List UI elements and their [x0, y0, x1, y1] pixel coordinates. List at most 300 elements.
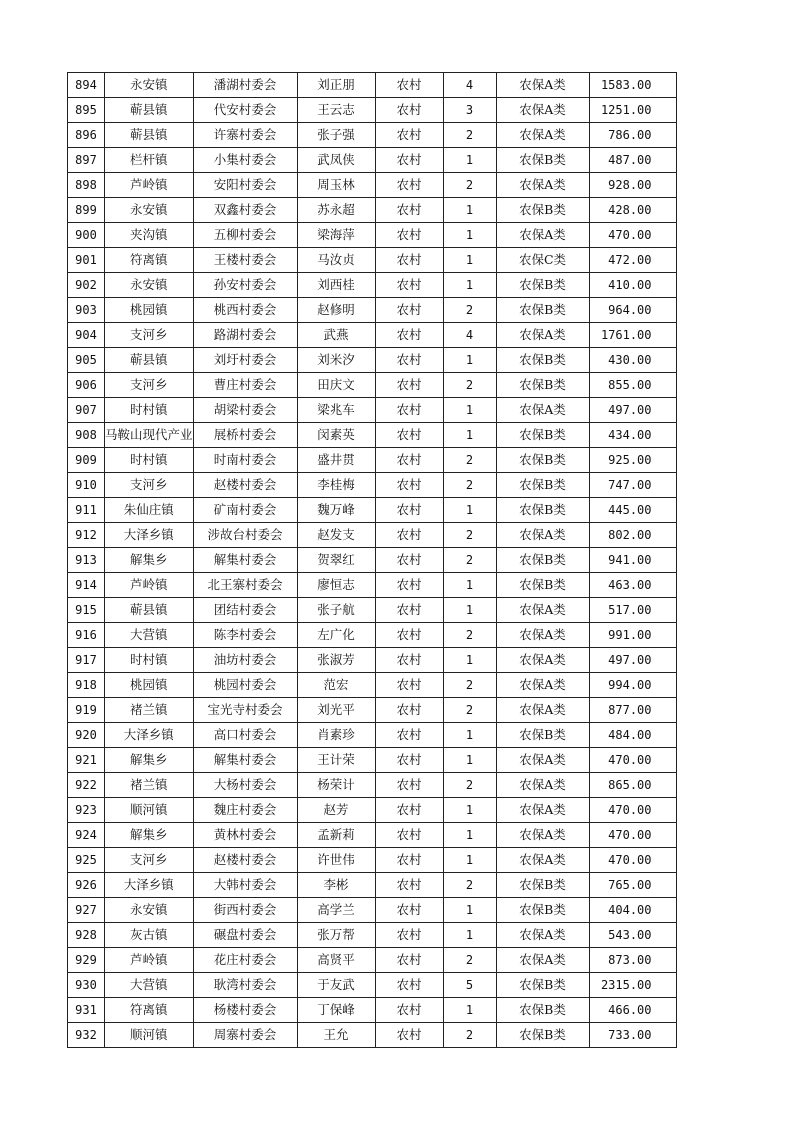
name-cell: 周玉林: [297, 173, 375, 198]
row-number: 931: [68, 998, 105, 1023]
household-count-cell: 1: [443, 398, 496, 423]
row-number: 916: [68, 623, 105, 648]
insurance-category-cell: 农保B类: [496, 273, 589, 298]
insurance-category-cell: 农保A类: [496, 173, 589, 198]
name-cell: 刘光平: [297, 698, 375, 723]
village-committee-cell: 许寨村委会: [193, 123, 297, 148]
name-cell: 赵芳: [297, 798, 375, 823]
row-number: 911: [68, 498, 105, 523]
area-type-cell: 农村: [375, 898, 443, 923]
amount-cell: 925.00: [589, 448, 676, 473]
insurance-category-cell: 农保B类: [496, 473, 589, 498]
name-cell: 高贤平: [297, 948, 375, 973]
amount-cell: 2315.00: [589, 973, 676, 998]
village-committee-cell: 宝光寺村委会: [193, 698, 297, 723]
town-cell: 桃园镇: [105, 673, 194, 698]
town-cell: 支河乡: [105, 323, 194, 348]
town-cell: 芦岭镇: [105, 948, 194, 973]
beneficiary-table: [67, 72, 677, 1048]
area-type-cell: 农村: [375, 223, 443, 248]
insurance-category-cell: 农保B类: [496, 498, 589, 523]
row-number: 896: [68, 123, 105, 148]
table-row: [68, 998, 677, 1023]
table-row: [68, 198, 677, 223]
village-committee-cell: 矿南村委会: [193, 498, 297, 523]
area-type-cell: 农村: [375, 173, 443, 198]
amount-cell: 747.00: [589, 473, 676, 498]
area-type-cell: 农村: [375, 598, 443, 623]
town-cell: 大营镇: [105, 973, 194, 998]
row-number: 898: [68, 173, 105, 198]
table-row: [68, 623, 677, 648]
household-count-cell: 1: [443, 348, 496, 373]
household-count-cell: 1: [443, 823, 496, 848]
village-committee-cell: 耿湾村委会: [193, 973, 297, 998]
name-cell: 肖素珍: [297, 723, 375, 748]
town-cell: 蕲县镇: [105, 123, 194, 148]
table-row: [68, 373, 677, 398]
household-count-cell: 2: [443, 448, 496, 473]
area-type-cell: 农村: [375, 973, 443, 998]
name-cell: 丁保峰: [297, 998, 375, 1023]
insurance-category-cell: 农保B类: [496, 873, 589, 898]
household-count-cell: 1: [443, 223, 496, 248]
household-count-cell: 1: [443, 848, 496, 873]
area-type-cell: 农村: [375, 73, 443, 98]
amount-cell: 765.00: [589, 873, 676, 898]
household-count-cell: 2: [443, 298, 496, 323]
name-cell: 高学兰: [297, 898, 375, 923]
table-row: [68, 723, 677, 748]
town-cell: 永安镇: [105, 273, 194, 298]
insurance-category-cell: 农保A类: [496, 823, 589, 848]
amount-cell: 855.00: [589, 373, 676, 398]
insurance-category-cell: 农保B类: [496, 898, 589, 923]
village-committee-cell: 碾盘村委会: [193, 923, 297, 948]
insurance-category-cell: 农保B类: [496, 548, 589, 573]
household-count-cell: 2: [443, 523, 496, 548]
village-committee-cell: 街西村委会: [193, 898, 297, 923]
row-number: 928: [68, 923, 105, 948]
table-row: [68, 448, 677, 473]
area-type-cell: 农村: [375, 648, 443, 673]
table-row: [68, 173, 677, 198]
name-cell: 马汝贞: [297, 248, 375, 273]
amount-cell: 470.00: [589, 223, 676, 248]
table-row: [68, 748, 677, 773]
village-committee-cell: 北王寨村委会: [193, 573, 297, 598]
row-number: 927: [68, 898, 105, 923]
town-cell: 永安镇: [105, 898, 194, 923]
village-committee-cell: 涉故台村委会: [193, 523, 297, 548]
household-count-cell: 1: [443, 798, 496, 823]
amount-cell: 1761.00: [589, 323, 676, 348]
table-body: [68, 73, 677, 1048]
town-cell: 朱仙庄镇: [105, 498, 194, 523]
village-committee-cell: 花庄村委会: [193, 948, 297, 973]
household-count-cell: 2: [443, 1023, 496, 1048]
table-row: [68, 248, 677, 273]
amount-cell: 1251.00: [589, 98, 676, 123]
town-cell: 褚兰镇: [105, 773, 194, 798]
household-count-cell: 1: [443, 198, 496, 223]
town-cell: 符离镇: [105, 998, 194, 1023]
name-cell: 贺翠红: [297, 548, 375, 573]
name-cell: 廖恒志: [297, 573, 375, 598]
village-committee-cell: 展桥村委会: [193, 423, 297, 448]
row-number: 912: [68, 523, 105, 548]
table-row: [68, 473, 677, 498]
town-cell: 蕲县镇: [105, 598, 194, 623]
insurance-category-cell: 农保A类: [496, 398, 589, 423]
town-cell: 时村镇: [105, 648, 194, 673]
household-count-cell: 2: [443, 773, 496, 798]
table-row: [68, 923, 677, 948]
area-type-cell: 农村: [375, 948, 443, 973]
insurance-category-cell: 农保A类: [496, 223, 589, 248]
town-cell: 蕲县镇: [105, 98, 194, 123]
town-cell: 蕲县镇: [105, 348, 194, 373]
name-cell: 张淑芳: [297, 648, 375, 673]
area-type-cell: 农村: [375, 148, 443, 173]
table-row: [68, 698, 677, 723]
area-type-cell: 农村: [375, 423, 443, 448]
row-number: 930: [68, 973, 105, 998]
area-type-cell: 农村: [375, 548, 443, 573]
table-row: [68, 773, 677, 798]
table-row: [68, 573, 677, 598]
name-cell: 范宏: [297, 673, 375, 698]
village-committee-cell: 桃园村委会: [193, 673, 297, 698]
row-number: 923: [68, 798, 105, 823]
name-cell: 于友武: [297, 973, 375, 998]
table-row: [68, 798, 677, 823]
table-row: [68, 148, 677, 173]
amount-cell: 470.00: [589, 748, 676, 773]
amount-cell: 994.00: [589, 673, 676, 698]
household-count-cell: 1: [443, 998, 496, 1023]
village-committee-cell: 周寨村委会: [193, 1023, 297, 1048]
insurance-category-cell: 农保A类: [496, 673, 589, 698]
household-count-cell: 2: [443, 673, 496, 698]
household-count-cell: 1: [443, 248, 496, 273]
village-committee-cell: 魏庄村委会: [193, 798, 297, 823]
name-cell: 魏万峰: [297, 498, 375, 523]
household-count-cell: 1: [443, 898, 496, 923]
area-type-cell: 农村: [375, 698, 443, 723]
village-committee-cell: 杨楼村委会: [193, 998, 297, 1023]
insurance-category-cell: 农保A类: [496, 948, 589, 973]
area-type-cell: 农村: [375, 923, 443, 948]
amount-cell: 786.00: [589, 123, 676, 148]
amount-cell: 991.00: [589, 623, 676, 648]
town-cell: 永安镇: [105, 198, 194, 223]
amount-cell: 463.00: [589, 573, 676, 598]
table-row: [68, 348, 677, 373]
insurance-category-cell: 农保A类: [496, 123, 589, 148]
table-row: [68, 823, 677, 848]
insurance-category-cell: 农保A类: [496, 98, 589, 123]
name-cell: 武凤侠: [297, 148, 375, 173]
insurance-category-cell: 农保B类: [496, 298, 589, 323]
amount-cell: 470.00: [589, 798, 676, 823]
area-type-cell: 农村: [375, 123, 443, 148]
row-number: 907: [68, 398, 105, 423]
table-row: [68, 548, 677, 573]
village-committee-cell: 双鑫村委会: [193, 198, 297, 223]
amount-cell: 877.00: [589, 698, 676, 723]
insurance-category-cell: 农保C类: [496, 248, 589, 273]
amount-cell: 517.00: [589, 598, 676, 623]
area-type-cell: 农村: [375, 473, 443, 498]
village-committee-cell: 路湖村委会: [193, 323, 297, 348]
row-number: 926: [68, 873, 105, 898]
village-committee-cell: 小集村委会: [193, 148, 297, 173]
town-cell: 马鞍山现代产业: [105, 423, 194, 448]
village-committee-cell: 王楼村委会: [193, 248, 297, 273]
insurance-category-cell: 农保A类: [496, 648, 589, 673]
village-committee-cell: 黄林村委会: [193, 823, 297, 848]
area-type-cell: 农村: [375, 373, 443, 398]
table-row: [68, 98, 677, 123]
table-row: [68, 898, 677, 923]
amount-cell: 487.00: [589, 148, 676, 173]
row-number: 906: [68, 373, 105, 398]
village-committee-cell: 五柳村委会: [193, 223, 297, 248]
table-row: [68, 523, 677, 548]
town-cell: 解集乡: [105, 548, 194, 573]
amount-cell: 434.00: [589, 423, 676, 448]
town-cell: 大泽乡镇: [105, 523, 194, 548]
area-type-cell: 农村: [375, 873, 443, 898]
insurance-category-cell: 农保A类: [496, 323, 589, 348]
household-count-cell: 4: [443, 323, 496, 348]
name-cell: 张子航: [297, 598, 375, 623]
household-count-cell: 1: [443, 273, 496, 298]
town-cell: 芦岭镇: [105, 173, 194, 198]
town-cell: 时村镇: [105, 398, 194, 423]
row-number: 897: [68, 148, 105, 173]
row-number: 917: [68, 648, 105, 673]
area-type-cell: 农村: [375, 298, 443, 323]
household-count-cell: 1: [443, 723, 496, 748]
insurance-category-cell: 农保B类: [496, 573, 589, 598]
row-number: 908: [68, 423, 105, 448]
name-cell: 王计荣: [297, 748, 375, 773]
table-row: [68, 673, 677, 698]
name-cell: 王云志: [297, 98, 375, 123]
name-cell: 苏永超: [297, 198, 375, 223]
amount-cell: 733.00: [589, 1023, 676, 1048]
household-count-cell: 1: [443, 573, 496, 598]
household-count-cell: 2: [443, 948, 496, 973]
village-committee-cell: 团结村委会: [193, 598, 297, 623]
household-count-cell: 2: [443, 548, 496, 573]
town-cell: 大营镇: [105, 623, 194, 648]
village-committee-cell: 陈李村委会: [193, 623, 297, 648]
name-cell: 孟新莉: [297, 823, 375, 848]
amount-cell: 497.00: [589, 398, 676, 423]
row-number: 910: [68, 473, 105, 498]
town-cell: 顺河镇: [105, 1023, 194, 1048]
town-cell: 顺河镇: [105, 798, 194, 823]
village-committee-cell: 时南村委会: [193, 448, 297, 473]
table-row: [68, 873, 677, 898]
village-committee-cell: 曹庄村委会: [193, 373, 297, 398]
row-number: 902: [68, 273, 105, 298]
table-row: [68, 598, 677, 623]
row-number: 913: [68, 548, 105, 573]
table-row: [68, 323, 677, 348]
name-cell: 左广化: [297, 623, 375, 648]
row-number: 915: [68, 598, 105, 623]
area-type-cell: 农村: [375, 248, 443, 273]
row-number: 905: [68, 348, 105, 373]
area-type-cell: 农村: [375, 98, 443, 123]
name-cell: 武燕: [297, 323, 375, 348]
insurance-category-cell: 农保B类: [496, 373, 589, 398]
area-type-cell: 农村: [375, 723, 443, 748]
household-count-cell: 2: [443, 698, 496, 723]
area-type-cell: 农村: [375, 848, 443, 873]
village-committee-cell: 油坊村委会: [193, 648, 297, 673]
insurance-category-cell: 农保A类: [496, 773, 589, 798]
area-type-cell: 农村: [375, 498, 443, 523]
amount-cell: 1583.00: [589, 73, 676, 98]
row-number: 909: [68, 448, 105, 473]
amount-cell: 430.00: [589, 348, 676, 373]
town-cell: 符离镇: [105, 248, 194, 273]
area-type-cell: 农村: [375, 673, 443, 698]
insurance-category-cell: 农保A类: [496, 623, 589, 648]
area-type-cell: 农村: [375, 748, 443, 773]
household-count-cell: 2: [443, 623, 496, 648]
insurance-category-cell: 农保A类: [496, 73, 589, 98]
table-row: [68, 973, 677, 998]
insurance-category-cell: 农保B类: [496, 448, 589, 473]
insurance-category-cell: 农保A类: [496, 523, 589, 548]
village-committee-cell: 大杨村委会: [193, 773, 297, 798]
household-count-cell: 2: [443, 473, 496, 498]
amount-cell: 484.00: [589, 723, 676, 748]
row-number: 932: [68, 1023, 105, 1048]
row-number: 899: [68, 198, 105, 223]
household-count-cell: 2: [443, 173, 496, 198]
household-count-cell: 1: [443, 598, 496, 623]
amount-cell: 865.00: [589, 773, 676, 798]
area-type-cell: 农村: [375, 348, 443, 373]
area-type-cell: 农村: [375, 623, 443, 648]
town-cell: 褚兰镇: [105, 698, 194, 723]
row-number: 900: [68, 223, 105, 248]
town-cell: 桃园镇: [105, 298, 194, 323]
row-number: 924: [68, 823, 105, 848]
insurance-category-cell: 农保B类: [496, 348, 589, 373]
town-cell: 夹沟镇: [105, 223, 194, 248]
row-number: 901: [68, 248, 105, 273]
village-committee-cell: 赵楼村委会: [193, 848, 297, 873]
table-row: [68, 398, 677, 423]
name-cell: 李彬: [297, 873, 375, 898]
household-count-cell: 1: [443, 648, 496, 673]
household-count-cell: 1: [443, 423, 496, 448]
row-number: 904: [68, 323, 105, 348]
town-cell: 芦岭镇: [105, 573, 194, 598]
amount-cell: 470.00: [589, 848, 676, 873]
name-cell: 刘正朋: [297, 73, 375, 98]
area-type-cell: 农村: [375, 1023, 443, 1048]
table-row: [68, 273, 677, 298]
table-row: [68, 948, 677, 973]
insurance-category-cell: 农保B类: [496, 148, 589, 173]
village-committee-cell: 安阳村委会: [193, 173, 297, 198]
row-number: 929: [68, 948, 105, 973]
insurance-category-cell: 农保B类: [496, 973, 589, 998]
table-row: [68, 73, 677, 98]
table-row: [68, 1023, 677, 1048]
household-count-cell: 2: [443, 373, 496, 398]
name-cell: 张子强: [297, 123, 375, 148]
table-row: [68, 298, 677, 323]
town-cell: 支河乡: [105, 373, 194, 398]
insurance-category-cell: 农保B类: [496, 723, 589, 748]
area-type-cell: 农村: [375, 823, 443, 848]
town-cell: 解集乡: [105, 823, 194, 848]
amount-cell: 404.00: [589, 898, 676, 923]
amount-cell: 964.00: [589, 298, 676, 323]
name-cell: 闵素英: [297, 423, 375, 448]
town-cell: 解集乡: [105, 748, 194, 773]
table-row: [68, 123, 677, 148]
insurance-category-cell: 农保B类: [496, 1023, 589, 1048]
row-number: 920: [68, 723, 105, 748]
amount-cell: 410.00: [589, 273, 676, 298]
village-committee-cell: 桃西村委会: [193, 298, 297, 323]
town-cell: 永安镇: [105, 73, 194, 98]
name-cell: 王允: [297, 1023, 375, 1048]
village-committee-cell: 潘湖村委会: [193, 73, 297, 98]
village-committee-cell: 解集村委会: [193, 548, 297, 573]
village-committee-cell: 孙安村委会: [193, 273, 297, 298]
household-count-cell: 3: [443, 98, 496, 123]
row-number: 918: [68, 673, 105, 698]
village-committee-cell: 代安村委会: [193, 98, 297, 123]
insurance-category-cell: 农保A类: [496, 698, 589, 723]
row-number: 919: [68, 698, 105, 723]
area-type-cell: 农村: [375, 998, 443, 1023]
village-committee-cell: 大韩村委会: [193, 873, 297, 898]
row-number: 925: [68, 848, 105, 873]
amount-cell: 428.00: [589, 198, 676, 223]
name-cell: 赵发支: [297, 523, 375, 548]
town-cell: 大泽乡镇: [105, 873, 194, 898]
area-type-cell: 农村: [375, 523, 443, 548]
amount-cell: 802.00: [589, 523, 676, 548]
name-cell: 刘西桂: [297, 273, 375, 298]
amount-cell: 470.00: [589, 823, 676, 848]
area-type-cell: 农村: [375, 773, 443, 798]
village-committee-cell: 高口村委会: [193, 723, 297, 748]
town-cell: 栏杆镇: [105, 148, 194, 173]
insurance-category-cell: 农保B类: [496, 423, 589, 448]
table-row: [68, 648, 677, 673]
table-row: [68, 423, 677, 448]
household-count-cell: 4: [443, 73, 496, 98]
amount-cell: 873.00: [589, 948, 676, 973]
household-count-cell: 2: [443, 123, 496, 148]
insurance-category-cell: 农保A类: [496, 923, 589, 948]
insurance-category-cell: 农保A类: [496, 848, 589, 873]
